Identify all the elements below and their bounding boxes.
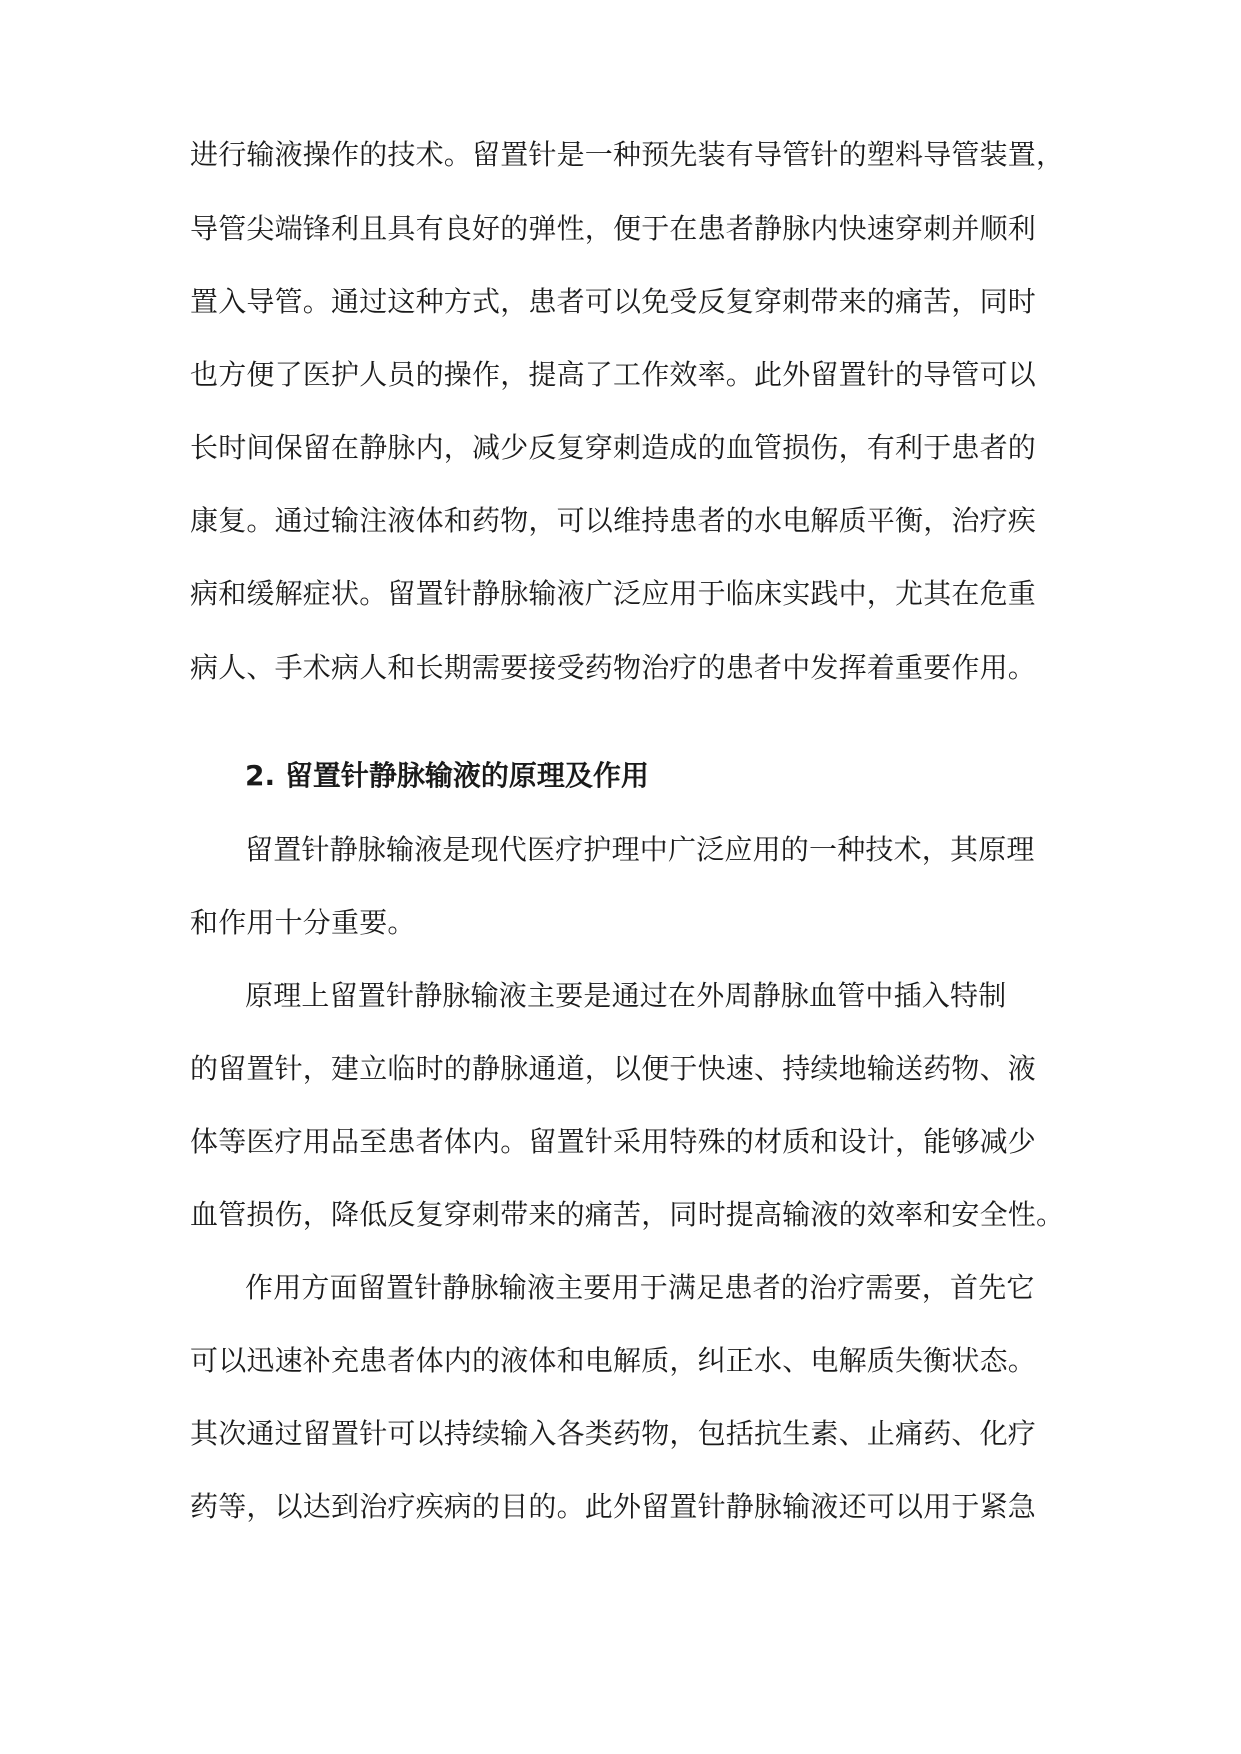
paragraph-line: 原理上留置针静脉输液主要是通过在外周静脉血管中插入特制 bbox=[245, 979, 1007, 1012]
paragraph-line: 置入导管。通过这种方式，患者可以免受反复穿刺带来的痛苦，同时 bbox=[190, 285, 1037, 318]
paragraph-line: 药等，以达到治疗疾病的目的。此外留置针静脉输液还可以用于紧急 bbox=[190, 1490, 1037, 1523]
paragraph-line: 作用方面留置针静脉输液主要用于满足患者的治疗需要，首先它 bbox=[245, 1271, 1035, 1304]
paragraph-line: 康复。通过输注液体和药物，可以维持患者的水电解质平衡，治疗疾 bbox=[190, 504, 1037, 537]
paragraph-line: 病和缓解症状。留置针静脉输液广泛应用于临床实践中，尤其在危重 bbox=[190, 577, 1037, 610]
section-heading: 2. 留置针静脉输液的原理及作用 bbox=[245, 759, 649, 792]
paragraph-line: 也方便了医护人员的操作，提高了工作效率。此外留置针的导管可以 bbox=[190, 358, 1037, 391]
paragraph-line: 的留置针，建立临时的静脉通道，以便于快速、持续地输送药物、液 bbox=[190, 1052, 1037, 1085]
paragraph-line: 和作用十分重要。 bbox=[190, 906, 416, 939]
paragraph-line: 留置针静脉输液是现代医疗护理中广泛应用的一种技术，其原理 bbox=[245, 833, 1035, 866]
paragraph-line: 进行输液操作的技术。留置针是一种预先装有导管针的塑料导管装置， bbox=[190, 138, 1065, 171]
paragraph-line: 可以迅速补充患者体内的液体和电解质，纠正水、电解质失衡状态。 bbox=[190, 1344, 1037, 1377]
paragraph-line: 其次通过留置针可以持续输入各类药物，包括抗生素、止痛药、化疗 bbox=[190, 1417, 1037, 1450]
paragraph-line: 导管尖端锋利且具有良好的弹性，便于在患者静脉内快速穿刺并顺利 bbox=[190, 212, 1037, 245]
paragraph-line: 长时间保留在静脉内，减少反复穿刺造成的血管损伤，有利于患者的 bbox=[190, 431, 1037, 464]
paragraph-line: 体等医疗用品至患者体内。留置针采用特殊的材质和设计，能够减少 bbox=[190, 1125, 1037, 1158]
paragraph-line: 病人、手术病人和长期需要接受药物治疗的患者中发挥着重要作用。 bbox=[190, 651, 1037, 684]
paragraph-line: 血管损伤，降低反复穿刺带来的痛苦，同时提高输液的效率和安全性。 bbox=[190, 1198, 1065, 1231]
